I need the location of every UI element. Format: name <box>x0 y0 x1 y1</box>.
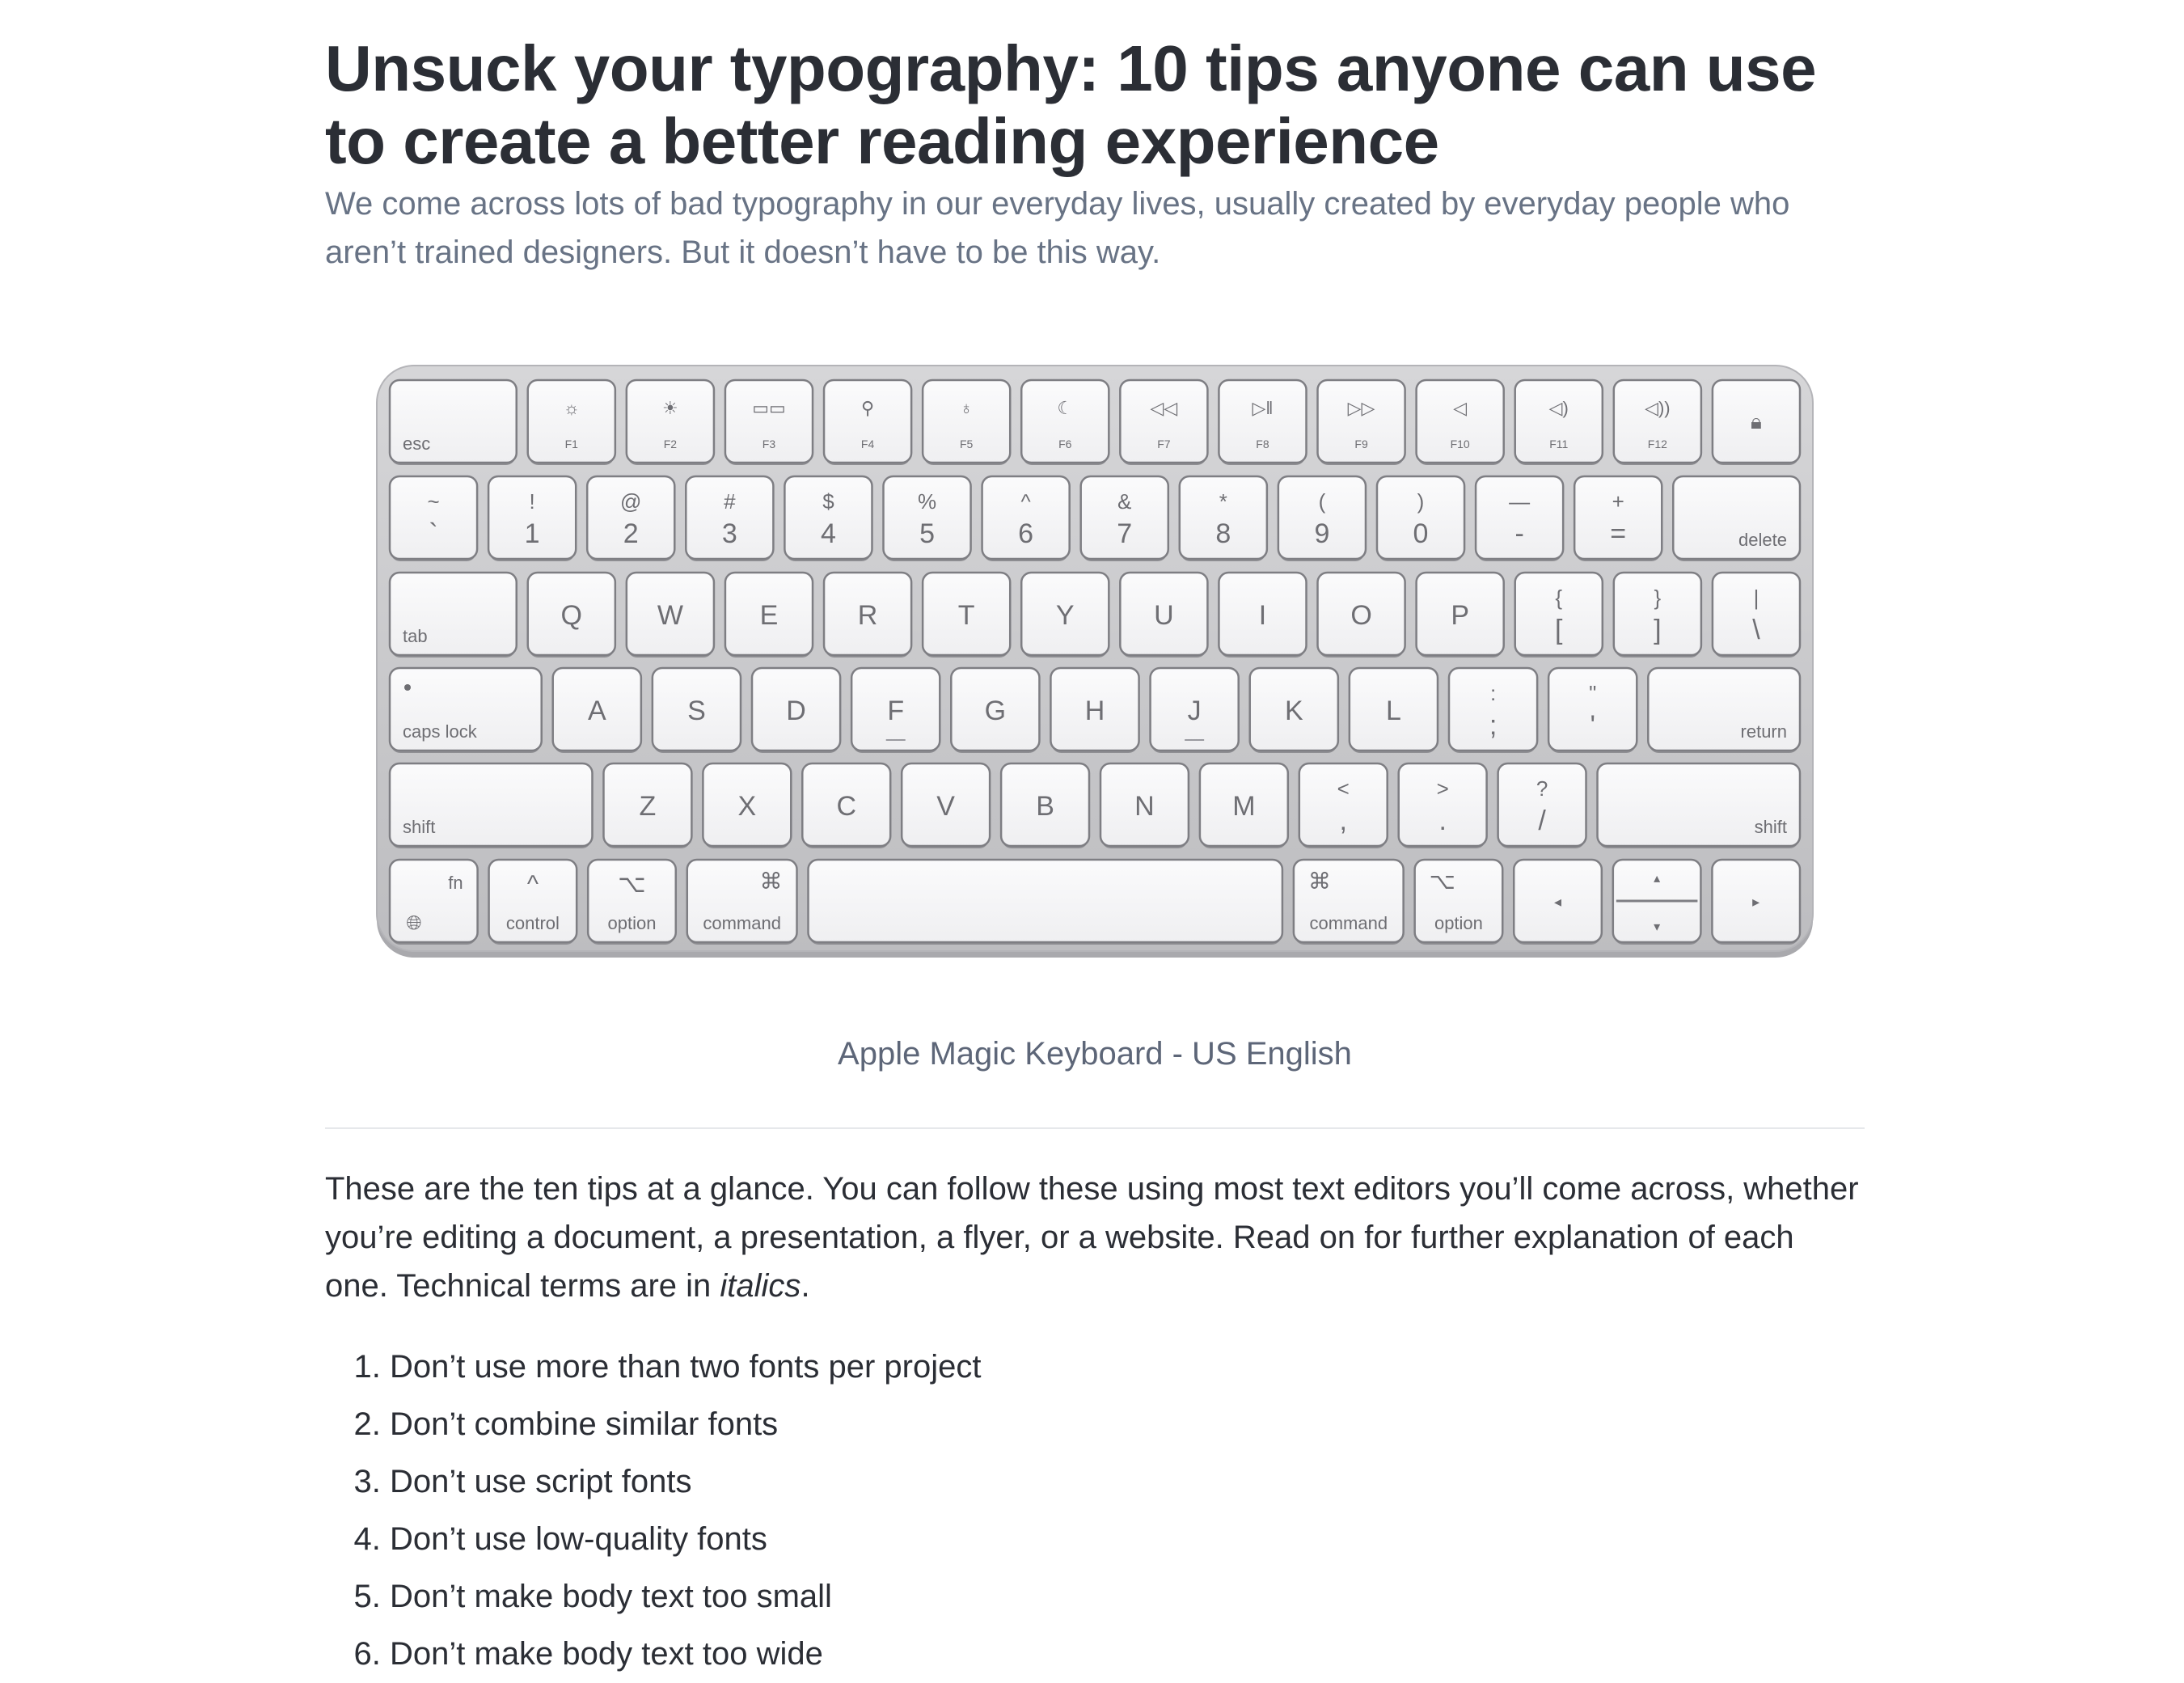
keyboard-key <box>528 380 615 465</box>
key-label: 9 <box>1314 518 1330 549</box>
key-label: : <box>1489 681 1497 705</box>
key-label: — <box>1509 489 1531 514</box>
key-label: G <box>984 696 1007 726</box>
key-icon: ◁◁ <box>1150 398 1178 418</box>
key-label: \ <box>1752 615 1760 645</box>
key-label: V <box>936 791 955 822</box>
key-label: F1 <box>564 438 578 450</box>
caps-lock-indicator <box>404 684 411 691</box>
key-icon: ☼ <box>563 398 580 418</box>
keyboard-key <box>1120 380 1207 465</box>
key-label: Z <box>639 791 657 822</box>
keyboard-figure <box>375 364 1814 958</box>
key-label: E <box>759 600 779 631</box>
key-label: M <box>1232 791 1256 822</box>
key-label: J <box>1187 696 1202 726</box>
key-label: O <box>1350 600 1372 631</box>
key-label: B <box>1036 791 1054 822</box>
key-label: F6 <box>1058 438 1072 450</box>
key-label: F10 <box>1450 438 1470 450</box>
key-label: P <box>1451 600 1470 631</box>
key-label: 0 <box>1413 518 1429 549</box>
key-label: command <box>703 913 781 933</box>
key-label: F8 <box>1256 438 1269 450</box>
keyboard-key <box>1515 380 1603 465</box>
key-label: > <box>1436 776 1449 801</box>
keyboard-key <box>809 860 1282 945</box>
key-label: option <box>1434 913 1483 933</box>
modifier-icon: ⌥ <box>618 871 646 898</box>
intro-end: . <box>801 1268 810 1304</box>
article-subtitle: We come across lots of bad typography in our everyday lives, usually created by everyday people who aren’t trained designers. But it doesn’t have to be this way. <box>325 186 1790 270</box>
home-key-bump <box>1185 739 1204 741</box>
tip-item: 4. Don’t use low-quality fonts <box>390 1511 981 1568</box>
key-label: . <box>1438 806 1447 836</box>
key-label: ] <box>1654 615 1662 645</box>
key-label: F11 <box>1549 438 1569 450</box>
key-label: } <box>1654 586 1662 610</box>
key-label: + <box>1612 489 1624 514</box>
command-icon: ⌘ <box>759 869 783 894</box>
key-label: ) <box>1417 489 1425 514</box>
key-label: F7 <box>1157 438 1171 450</box>
keyboard-key <box>1219 380 1306 465</box>
key-label: D <box>786 696 806 726</box>
key-label: L <box>1385 696 1401 726</box>
key-label: X <box>737 791 757 822</box>
tip-item: 1. Don’t use more than two fonts per project <box>390 1338 981 1396</box>
key-label: R <box>857 600 878 631</box>
key-label: 5 <box>919 518 935 549</box>
key-label: command <box>1309 913 1388 933</box>
key-label: F2 <box>663 438 678 450</box>
key-label: < <box>1337 776 1350 801</box>
article-title: Unsuck your typography: 10 tips anyone can use to create a better reading experience <box>325 32 1817 177</box>
key-label: fn <box>448 873 463 893</box>
key-cap <box>809 860 1282 942</box>
key-label: F3 <box>762 438 776 450</box>
key-label: " <box>1589 681 1597 705</box>
key-label: = <box>1610 518 1627 549</box>
key-label: I <box>1258 600 1267 631</box>
key-label: C <box>836 791 857 822</box>
key-label: | <box>1753 586 1759 610</box>
key-label: 7 <box>1117 518 1133 549</box>
key-label: F9 <box>1354 438 1368 450</box>
key-label: Y <box>1055 600 1075 631</box>
key-icon: ◁) <box>1548 398 1569 418</box>
key-label: W <box>657 600 683 631</box>
key-label: 3 <box>721 518 737 549</box>
keyboard-image <box>375 364 1814 958</box>
globe-icon: 🌐︎ <box>406 912 422 934</box>
key-label: 1 <box>524 518 540 549</box>
key-label: @ <box>620 489 642 514</box>
key-label: option <box>607 913 657 933</box>
key-label: A <box>587 696 606 726</box>
key-label: H <box>1084 696 1105 726</box>
key-label: ` <box>429 518 438 549</box>
modifier-icon: ⌘ <box>1307 869 1331 894</box>
arrow-up-icon: ▴ <box>1654 872 1661 886</box>
key-label: 6 <box>1018 518 1034 549</box>
arrow-icon: ▸ <box>1752 894 1760 910</box>
key-label: , <box>1339 806 1347 836</box>
keyboard-key <box>725 380 813 465</box>
keyboard-key <box>627 380 714 465</box>
intro-paragraph <box>325 1165 1865 1310</box>
arrow-icon: ◂ <box>1554 894 1562 910</box>
keyboard-key <box>923 380 1010 465</box>
key-label: F5 <box>960 438 974 450</box>
key-label: ( <box>1318 489 1326 514</box>
key-label: 8 <box>1215 518 1231 549</box>
modifier-icon: ^ <box>526 871 539 898</box>
tip-item: 3. Don’t use script fonts <box>390 1453 981 1511</box>
key-label: esc <box>403 433 431 454</box>
keyboard-key <box>1417 380 1504 465</box>
key-cap <box>390 860 478 942</box>
key-icon: ☀ <box>662 398 678 418</box>
key-label: F12 <box>1647 438 1667 450</box>
key-label: Q <box>560 600 583 631</box>
tip-item: 5. Don’t make body text too small <box>390 1568 981 1626</box>
key-icon: ☾ <box>1057 398 1074 418</box>
keyboard-key <box>1021 380 1109 465</box>
key-icon: ▷▷ <box>1347 398 1375 418</box>
key-label: shift <box>1754 817 1787 837</box>
key-label: S <box>687 696 706 726</box>
key-icon: ♁ <box>959 398 974 418</box>
key-label: 4 <box>820 518 836 549</box>
key-label: ! <box>529 489 535 514</box>
key-label: - <box>1514 518 1524 549</box>
key-label: N <box>1134 791 1155 822</box>
key-label: [ <box>1555 615 1563 645</box>
key-icon: ◁ <box>1453 398 1468 418</box>
key-label: control <box>505 913 560 933</box>
tips-list <box>325 1338 981 1683</box>
key-label: shift <box>403 817 436 837</box>
key-label: $ <box>822 489 834 514</box>
tip-item: 2. Don’t combine similar fonts <box>390 1396 981 1453</box>
key-icon: ▭▭ <box>752 398 786 418</box>
key-label: ^ <box>1020 489 1031 514</box>
key-label: / <box>1538 806 1546 836</box>
key-label: K <box>1284 696 1303 726</box>
key-icon: ⚲ <box>861 398 875 418</box>
key-label: ; <box>1489 710 1498 741</box>
arrow-down-icon: ▾ <box>1654 920 1661 934</box>
key-label: { <box>1555 586 1563 610</box>
home-key-bump <box>886 739 906 741</box>
key-label: # <box>724 489 736 514</box>
key-label: ? <box>1536 776 1548 801</box>
key-label: delete <box>1738 530 1787 550</box>
lock-icon: 🔒︎ <box>1751 409 1762 433</box>
key-label: ~ <box>427 489 440 514</box>
keyboard-key <box>1318 380 1405 465</box>
key-icon: ◁)) <box>1645 398 1671 418</box>
figure-caption: Apple Magic Keyboard - US English <box>838 1036 1352 1072</box>
key-label: ' <box>1590 710 1595 741</box>
keyboard-key <box>390 860 478 945</box>
intro-text: These are the ten tips at a glance. You can follow these using most text editors you’ll come across, whether you’re editing a document, a presentation, a flyer, or a website. Read on for further explanation of each one. Technical terms are in <box>325 1171 1859 1304</box>
key-label: caps lock <box>403 721 477 742</box>
key-label: return <box>1740 721 1787 742</box>
keyboard-key <box>1614 380 1701 465</box>
keyboard-key <box>824 380 911 465</box>
key-label: T <box>957 600 975 631</box>
tip-item: 6. Don’t make body text too wide <box>390 1626 981 1683</box>
key-label: & <box>1117 489 1132 514</box>
key-icon: ▷‖ <box>1252 398 1274 418</box>
key-label: 2 <box>623 518 639 549</box>
key-label: F4 <box>860 438 875 450</box>
key-label: * <box>1219 489 1227 514</box>
key-label: tab <box>403 626 428 646</box>
key-label: % <box>917 489 937 514</box>
intro-emphasis: italics <box>720 1268 801 1304</box>
modifier-icon: ⌥ <box>1429 869 1455 894</box>
key-label: F <box>887 696 905 726</box>
key-label: U <box>1154 600 1174 631</box>
divider <box>325 1127 1865 1129</box>
